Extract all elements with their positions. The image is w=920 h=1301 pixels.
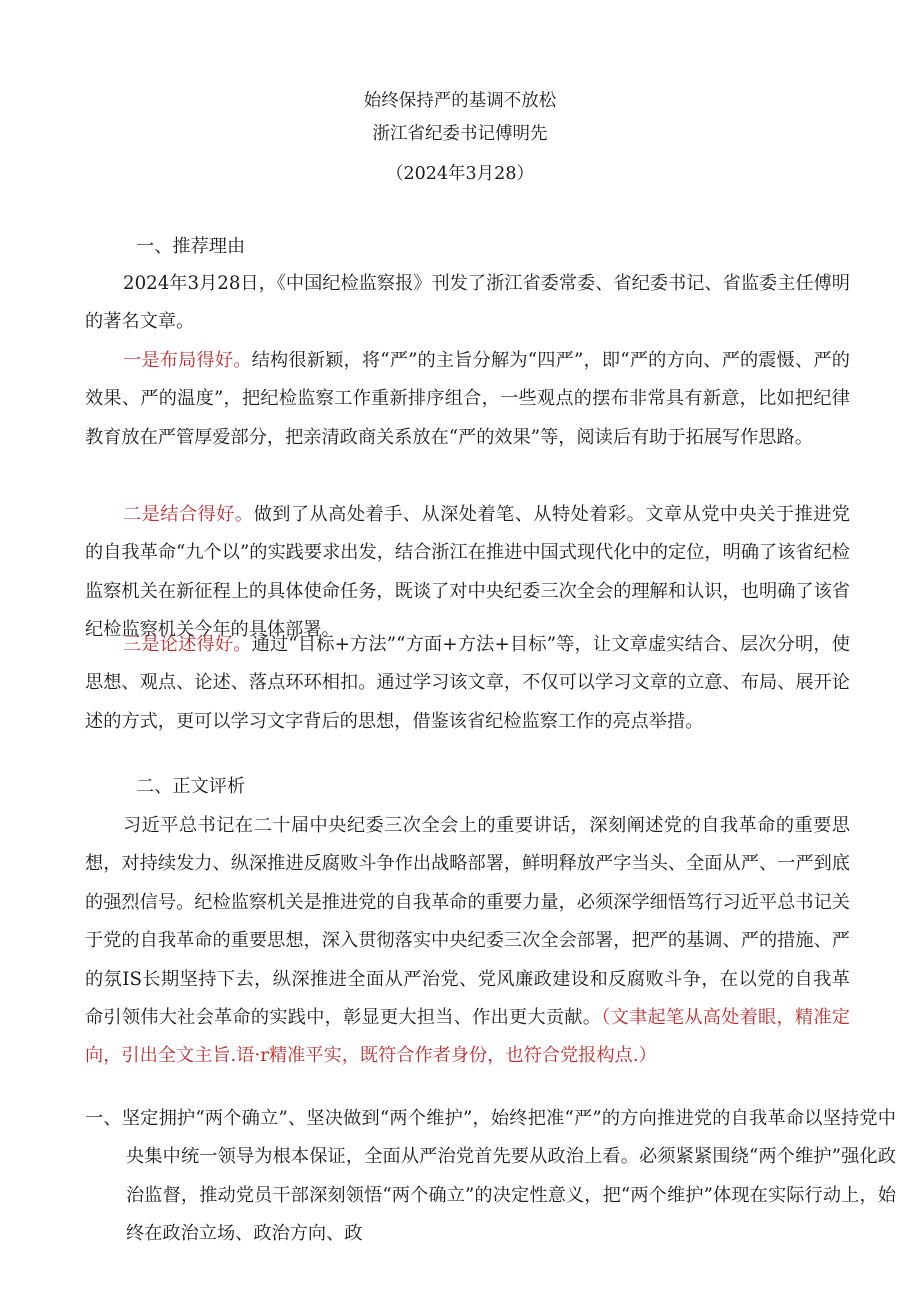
paragraph-point-3: [85, 626, 850, 741]
paragraph-point-1: [85, 342, 850, 457]
point-1-label: 一是布局得好。: [123, 350, 252, 371]
paragraph-body: [85, 807, 850, 1076]
section-heading-recommendation: 一、推荐理由: [136, 236, 246, 257]
paragraph-intro: 2024年3月28日，《中国纪检监察报》刊发了浙江省委常委、省纪委书记、省监委主任傅明的著名文章。: [85, 273, 850, 333]
document-date: （2024年3月28）: [386, 164, 534, 184]
point-3-text: 通过“目标+方法”“方面+方法+目标”等，让文章虚实结合、层次分明，使思想、观点、论述、落点环环相扣。通过学习该文章，不仅可以学习文章的立意、布局、展开论述的方式，更可以学习文字背后的思想，借鉴该省纪检监察工作的亮点举措。: [85, 634, 850, 732]
document-author: 浙江省纪委书记傅明先: [372, 124, 548, 144]
point-2-label: 二是结合得好。: [123, 504, 254, 525]
section-heading-analysis: 二、正文评析: [136, 776, 246, 797]
point-3-label: 三是论述得好。: [123, 634, 252, 655]
body-text: 习近平总书记在二十届中央纪委三次全会上的重要讲话，深刻阐述党的自我革命的重要思想，对持续发力、纵深推进反腐败斗争作出战略部署，鲜明释放严字当头、全面从严、一严到底的强烈信号。纪检监察机关是推进党的自我革命的重要力量，必须深学细悟笃行习近平总书记关于党的自我革命的重要思想，深入贯彻落实中央纪委三次全会部署，把严的基调、严的措施、严的氛IS长期坚持下去，纵深推进全面从严治党、党风廉政建设和反腐败斗争，在以党的自我革命引领伟大社会革命的实践中，彰显更大担当、作出更大贡献。: [85, 815, 850, 1029]
point-1-text: 结构很新颖，将“严”的主旨分解为“四严”，即“严的方向、严的震慑、严的效果、严的温度”，把纪检监察工作重新排序组合，一些观点的摆布非常具有新意，比如把纪律教育放在严管厚爱部分，把亲清政商关系放在“严的效果”等，阅读后有助于拓展写作思路。: [85, 350, 850, 448]
document-title: 始终保持严的基调不放松: [363, 91, 557, 111]
editor-comment: （文聿起笔从高处着眼，精准定向，引出全文主旨.语·r精准平实，既符合作者身份，也符合党报构点.）: [85, 1007, 850, 1067]
paragraph-part-1: 一、坚定拥护“两个确立”、坚决做到“两个维护”，始终把准“严”的方向推进党的自我革命以坚持党中央集中统一领导为根本保证，全面从严治党首先要从政治上看。必须紧紧围绕“两个维护”强化政治监督，推动党员干部深刻领悟“两个确立”的决定性意义，把“两个维护”体现在实际行动上，始终在政治立场、政治方向、政: [85, 1108, 896, 1245]
point-2-text: 做到了从高处着手、从深处着笔、从特处着彩。文章从党中央关于推进党的自我革命“九个以”的实践要求出发，结合浙江在推进中国式现代化中的定位，明确了该省纪检监察机关在新征程上的具体使命任务，既谈了对中央纪委三次全会的理解和认识，也明确了该省纪检监察机关今年的具体部署。: [85, 504, 850, 641]
